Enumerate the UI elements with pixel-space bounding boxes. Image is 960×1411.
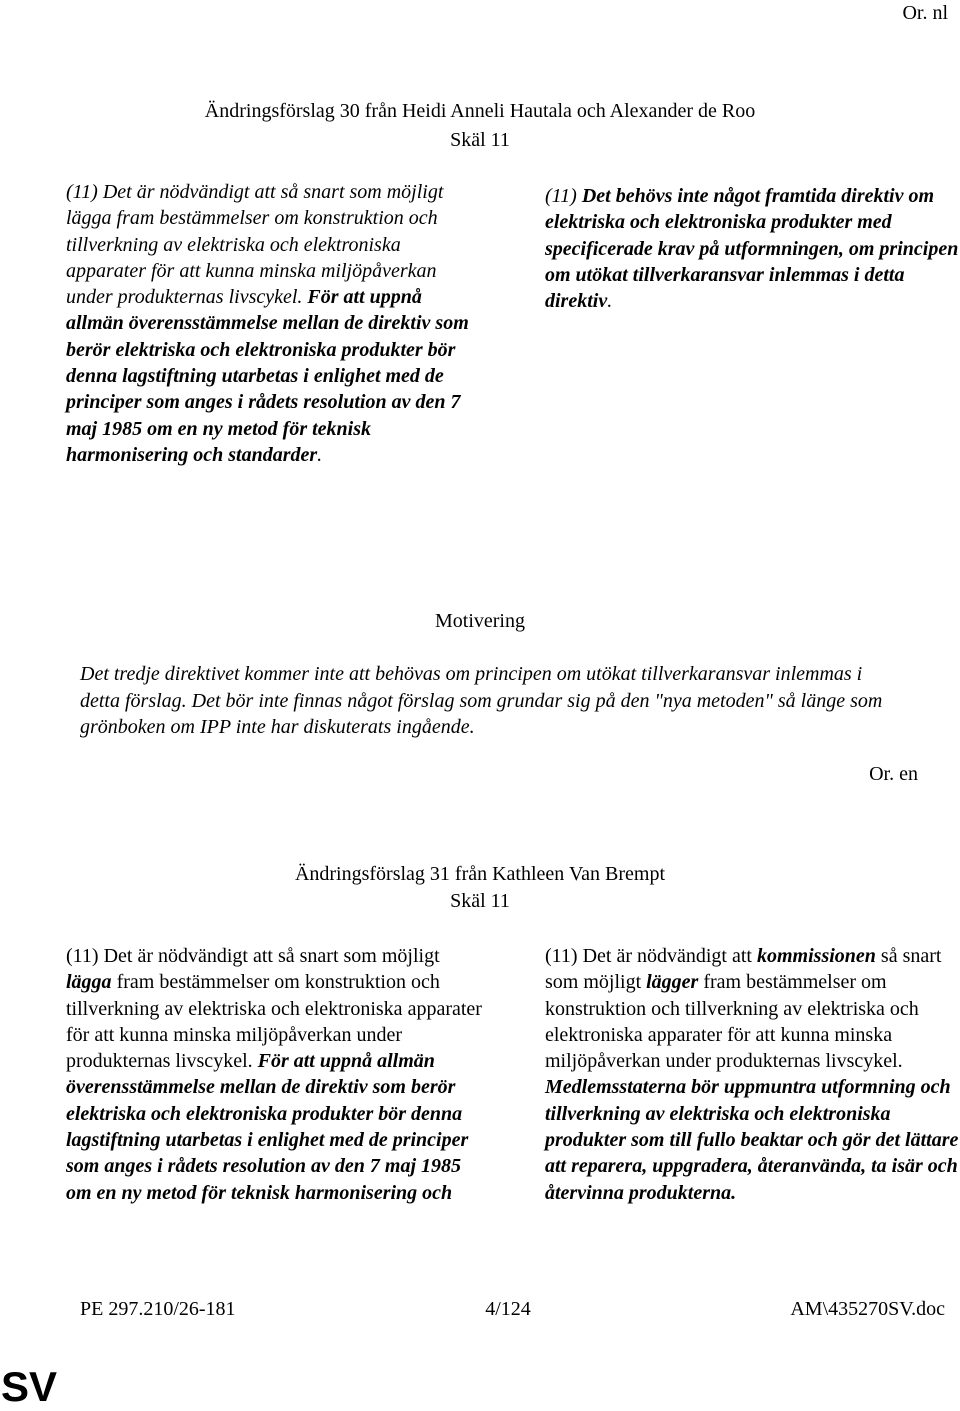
file-reference: AM\435270SV.doc: [790, 1298, 945, 1320]
recital-label: Skäl 11: [450, 129, 510, 151]
justification-heading: Motivering: [435, 610, 525, 632]
language-badge: SV: [1, 1363, 58, 1410]
commission-text-deleted: För att uppnå allmän överensstämmelse mellan de direktiv som berör elektriska och elektroniska produkter bör denna lagstiftning utarbetas i enlighet med de principer som anges i rådets resolution av den 7 maj 1985 om en ny metod för teknisk harmonisering och: [66, 1050, 469, 1204]
commission-text-deleted: För att uppnå allmän överensstämmelse mellan de direktiv som berör elektriska och elektroniska produkter bör denna lagstiftning utarbetas i enlighet med de principer som anges i rådets resolution av den 7 maj 1985 om en ny metod för teknisk harmonisering och standarder: [66, 286, 469, 466]
amendment-title: Ändringsförslag 30 från Heidi Anneli Hautala och Alexander de Roo: [204, 100, 756, 122]
commission-text: (11) Det är nödvändigt att så snart som möjligt: [66, 945, 440, 967]
amendment-text: så snart som möjligt: [545, 945, 942, 994]
amendment-title: Ändringsförslag 31 från Kathleen Van Brempt: [294, 863, 666, 885]
original-language-label: Or. nl: [902, 2, 948, 24]
amendment-text-column: [545, 943, 960, 1206]
justification-text: Det tredje direktivet kommer inte att behövas om principen om utökat tillverkaransvar inlemmas i detta förslag. Det bör inte finnas något förslag som grundar sig på den "nya metoden" så länge som grönboken om IPP inte har diskuterats ingående.: [80, 663, 883, 738]
amendment-text: (11): [545, 185, 582, 207]
commission-text-column: [66, 179, 484, 468]
amendment-text: (11) Det är nödvändigt att: [545, 945, 757, 967]
commission-text: fram bestämmelser om konstruktion och tillverkning av elektriska och elektroniska apparater för att kunna minska miljöpåverkan under produkternas livscykel.: [66, 971, 482, 1073]
amendment-text-column: [545, 183, 960, 314]
amendment-text-new: kommissionen: [756, 945, 876, 967]
amendment-text-new: Medlemsstaterna bör uppmuntra utformning och tillverkning av elektriska och elektroniska produkter som till fullo beaktar och gör det lättare att reparera, uppgradera, återanvända, ta isär och återvinna produkterna.: [545, 1076, 959, 1204]
commission-text: .: [317, 443, 323, 466]
amendment-text-new: lägger: [646, 971, 699, 994]
commission-text: (11) Det är nödvändigt att så snart som möjligt lägga fram bestämmelser om konstruktion och tillverkning av elektriska och elektroniska apparater för att kunna minska miljöpåverkan under produkternas livscykel.: [66, 181, 444, 309]
amendment-text-new: Det behövs inte något framtida direktiv om elektriska och elektroniska produkter med specificerade krav på utformningen, om principen om utökat tillverkaransvar inlemmas i detta direktiv: [545, 185, 959, 313]
document-reference: PE 297.210/26-181: [80, 1298, 236, 1320]
recital-label: Skäl 11: [450, 890, 510, 912]
original-language-label: Or. en: [869, 763, 918, 785]
page-number: 4/124: [485, 1298, 531, 1320]
commission-text-deleted: lägga: [66, 971, 112, 994]
amendment-text: .: [607, 290, 613, 313]
amendment-text: fram bestämmelser om konstruktion och tillverkning av elektriska och elektroniska apparater för att kunna minska miljöpåverkan under produkternas livscykel.: [545, 971, 919, 1073]
commission-text-column: [66, 943, 484, 1206]
